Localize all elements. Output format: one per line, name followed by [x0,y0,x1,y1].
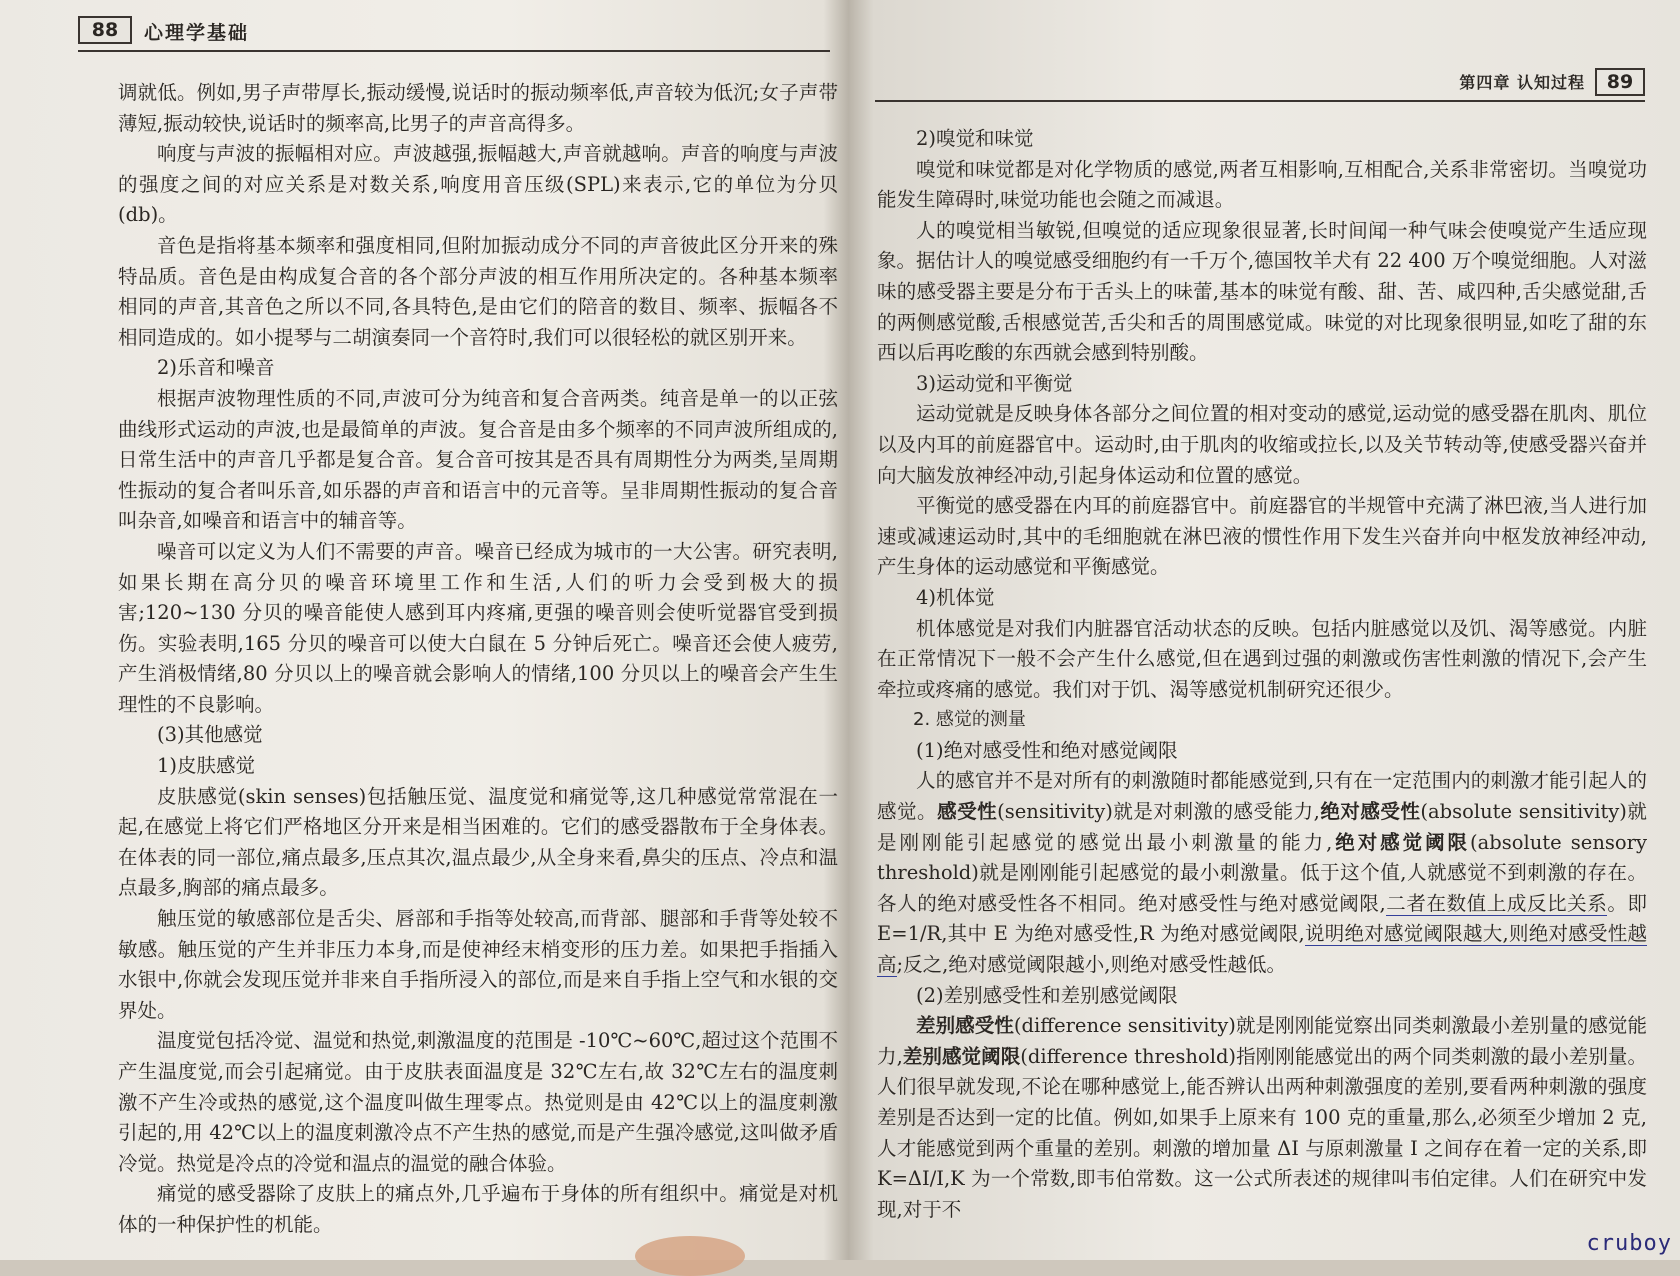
paragraph: 触压觉的敏感部位是舌尖、唇部和手指等处较高,而背部、腿部和手背等处较不敏感。触压觉的产生并非压力本身,而是使神经末梢变形的压力差。如果把手指插入水银中,你就会发现压觉并非来自手指所浸入的部位,而是来自手指上空气和水银的交界处。 [118,907,838,1022]
paragraph: 音色是指将基本频率和强度相同,但附加振动成分不同的声音彼此区分开来的殊特品质。音色是由构成复合音的各个部分声波的相互作用所决定的。各种基本频率相同的声音,其音色之所以不同,各具特色,是由它们的陪音的数目、频率、振幅各不相同造成的。如小提琴与二胡演奏同一个音符时,我们可以很轻松的就区别开来。 [118,233,838,349]
right-page-number: 89 [1595,68,1645,96]
section-heading: 2. 感觉的测量 [913,709,1026,731]
thumb-shadow [635,1236,745,1276]
term-absolute-threshold: 绝对感觉阈限 [1332,830,1471,854]
paragraph: 调就低。例如,男子声带厚长,振动缓慢,说话时的振动频率低,声音较为低沉;女子声带薄短,振动较快,说话时的频率高,比男子的声音高得多。 [118,81,838,135]
paragraph: 运动觉就是反映身体各部分之间位置的相对变动的感觉,运动觉的感受器在肌肉、肌位以及内耳的前庭器官中。运动时,由于肌肉的收缩或拉长,以及关节转动等,使感受器兴奋并向大脑发放神经冲动,引起身体运动和位置的感觉。 [877,402,1647,487]
pen-underline: 二者在数值上成反比关系 [1385,891,1608,915]
chapter-title: 第四章 认知过程 [1459,73,1585,92]
absolute-threshold-paragraph: 人的感官并不是对所有的刺激随时都能感觉到,只有在一定范围内的刺激才能引起人的感觉。感受性(sensitivity)就是对刺激的感受能力,绝对感受性(absolute sensitivity)就是刚刚能引起感觉的感觉出最小刺激量的能力,绝对感觉阈限(absolute sensory threshold)就是刚刚能引起感觉的最小刺激量。低于这个值,人就感觉不到刺激的存在。各人的绝对感受性各不相同。绝对感受性与绝对感觉阈限,二者在数值上成反比关系。即 E=1/R,其中 E 为绝对感受性,R 为绝对感觉阈限,说明绝对感觉阈限越大,则绝对感受性越高;反之,绝对感觉阈限越小,则绝对感受性越低。 [877,769,1648,977]
section-heading: 3)运动觉和平衡觉 [916,371,1073,395]
section-heading: 1)皮肤感觉 [157,754,256,778]
watermark: cruboy [1586,1231,1672,1256]
section-heading: 2)乐音和噪音 [157,356,275,380]
paragraph: 人的嗅觉相当敏锐,但嗅觉的适应现象很显著,长时间闻一种气味会使嗅觉产生适应现象。据估计人的嗅觉感受细胞约有一千万个,德国牧羊犬有 22 400 万个嗅觉细胞。人对滋味的感受器主要是分布于舌头上的味蕾,基本的味觉有酸、甜、苦、咸四种,舌尖感觉甜,舌的两侧感觉酸,舌根感觉苦,舌尖和舌的周围感觉咸。味觉的对比现象很明显,如吃了甜的东西以后再吃酸的东西就会感到特别酸。 [877,218,1647,365]
paragraph: 嗅觉和味觉都是对化学物质的感觉,两者互相影响,互相配合,关系非常密切。当嗅觉功能发生障碍时,味觉功能也会随之而减退。 [877,157,1647,212]
paragraph: 皮肤感觉(skin senses)包括触压觉、温度觉和痛觉等,这几种感觉常常混在一起,在感觉上将它们严格地区分开来是相当困难的。它们的感受器散布于全身体表。在体表的同一部位,痛点最多,压点其次,温点最少,从全身来看,鼻尖的压点、冷点和温点最多,胸部的痛点最多。 [118,784,838,900]
paragraph: 噪音可以定义为人们不需要的声音。噪音已经成为城市的一大公害。研究表明,如果长期在高分贝的噪音环境里工作和生活,人们的听力会受到极大的损害;120~130 分贝的噪音能使人感到耳内疼痛,更强的噪音则会使听觉器官受到损伤。实验表明,165 分贝的噪音可以使大白鼠在 5 分钟后死亡。噪音还会使人疲劳,产生消极情绪,80 分贝以上的噪音就会影响人的情绪,100 分贝以上的噪音会产生生理性的不良影响。 [118,539,838,716]
right-page-body [877,124,1647,1225]
paragraph: 平衡觉的感受器在内耳的前庭器官中。前庭器官的半规管中充满了淋巴液,当人进行加速或减速运动时,其中的毛细胞就在淋巴液的惯性作用下发生兴奋并向中枢发放神经冲动,产生身体的运动感觉和平衡感觉。 [877,494,1647,579]
book-title: 心理学基础 [144,22,250,44]
section-heading: 2)嗅觉和味觉 [916,127,1034,150]
section-heading: (1)绝对感受性和绝对感觉阈限 [916,738,1178,762]
term-absolute-sensitivity: 绝对感受性 [1319,800,1421,824]
section-heading: (2)差别感受性和差别感觉阈限 [916,983,1178,1007]
paragraph: 温度觉包括冷觉、温觉和热觉,刺激温度的范围是 -10℃~60℃,超过这个范围不产生温度觉,而会引起痛觉。由于皮肤表面温度是 32℃左右,故 32℃左右的温度刺激不产生冷或热的感觉,这个温度叫做生理零点。热觉则是由 42℃以上的温度刺激引起的,用 42℃以上的温度刺激冷点不产生热的感觉,而是产生强冷感觉,这叫做矛盾冷觉。热觉是冷点的冷觉和温点的温觉的融合体验。 [118,1029,838,1175]
term-difference-sensitivity: 差别感受性 [916,1014,1014,1038]
left-page-number: 88 [78,16,132,44]
term-sensitivity: 感受性 [937,800,998,824]
right-page [855,0,1680,1260]
left-page [0,0,850,1260]
left-page-body [118,78,838,1241]
section-heading: (3)其他感觉 [157,723,263,747]
paragraph: 响度与声波的振幅相对应。声波越强,振幅越大,声音就越响。声音的响度与声波的强度之间的对应关系是对数关系,响度用音压级(SPL)来表示,它的单位为分贝(db)。 [118,142,838,227]
left-page-header [78,10,830,52]
paragraph: 机体感觉是对我们内脏器官活动状态的反映。包括内脏感觉以及饥、渴等感觉。内脏在正常情况下一般不会产生什么感觉,但在遇到过强的刺激或伤害性刺激的情况下,会产生牵拉或疼痛的感觉。我们对于饥、渴等感觉机制研究还很少。 [877,616,1647,701]
paragraph: 根据声波物理性质的不同,声波可分为纯音和复合音两类。纯音是单一的以正弦曲线形式运动的声波,也是最简单的声波。复合音是由多个频率的不同声波所组成的,日常生活中的声音几乎都是复合音。复合音可按其是否具有周期性分为两类,呈周期性振动的复合者叫乐音,如乐器的声音和语言中的元音等。呈非周期性振动的复合音叫杂音,如噪音和语言中的辅音等。 [118,386,838,533]
section-heading: 4)机体觉 [916,585,995,609]
difference-threshold-paragraph: 差别感受性(difference sensitivity)就是刚刚能觉察出同类刺激最小差别量的感觉能力,差别感觉阈限(difference threshold)指刚刚能感觉出的两个同类刺激的最小差别量。人们很早就发现,不论在哪种感觉上,能否辨认出两种刺激强度的差别,要看两种刺激的强度差别是否达到一定的比值。例如,如果手上原来有 100 克的重量,那么,必须至少增加 2 克,人才能感觉到两个重量的差别。刺激的增加量 ΔI 与原刺激量 I 之间存在着一定的关系,即 K=ΔI/I,K 为一个常数,即韦伯常数。这一公式所表述的规律叫韦伯定律。人们在研究中发现,对于不 [877,1014,1647,1221]
right-page-header [875,60,1645,102]
paragraph: 痛觉的感受器除了皮肤上的痛点外,几乎遍布于身体的所有组织中。痛觉是对机体的一种保护性的机能。 [118,1182,838,1236]
term-difference-threshold: 差别感觉阈限 [902,1044,1021,1068]
pen-underline: 说明绝对感觉阈限越大,则绝对感受性越高 [877,922,1648,977]
